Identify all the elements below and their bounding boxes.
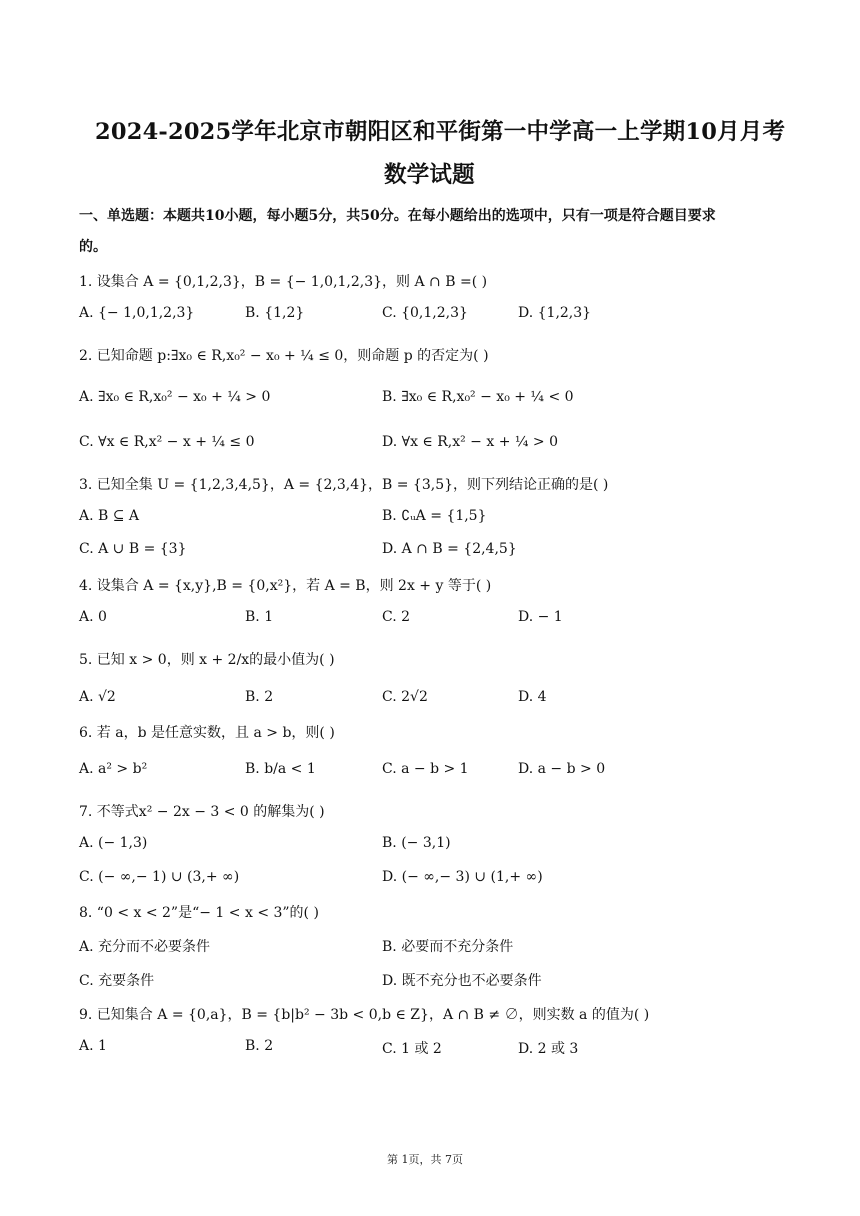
question-3-option-b: B. ∁ᵤA = {1,5} — [382, 508, 487, 524]
question-9-option-c: C. 1 或 2 — [382, 1041, 442, 1057]
question-4-option-d: D. − 1 — [518, 609, 563, 625]
question-6-option-a: A. a² > b² — [79, 761, 148, 777]
question-8-option-d: D. 既不充分也不必要条件 — [382, 973, 542, 989]
question-2-option-a: A. ∃x₀ ∈ R,x₀² − x₀ + ¼ > 0 — [79, 389, 271, 405]
section-heading-cont: 的。 — [79, 239, 107, 255]
question-6-option-d: D. a − b > 0 — [518, 761, 606, 777]
page-title-line1: 2024-2025学年北京市朝阳区和平街第一中学高一上学期10月月考 — [95, 119, 786, 145]
question-5-option-a: A. √2 — [79, 689, 116, 705]
question-2-stem: 2. 已知命题 p:∃x₀ ∈ R,x₀² − x₀ + ¼ ≤ 0，则命题 p 的否定为( ) — [79, 348, 489, 364]
question-5-stem: 5. 已知 x > 0，则 x + 2/x的最小值为( ) — [79, 652, 335, 668]
question-1-option-b: B. {1,2} — [245, 305, 305, 321]
question-3-option-a: A. B ⊆ A — [79, 508, 140, 524]
question-8-option-b: B. 必要而不充分条件 — [382, 939, 514, 955]
section-heading: 一、单选题：本题共10小题，每小题5分，共50分。在每小题给出的选项中，只有一项是符合题目要求 — [79, 208, 716, 224]
question-3-stem: 3. 已知全集 U = {1,2,3,4,5}，A = {2,3,4}，B = {3,5}，则下列结论正确的是( ) — [79, 477, 609, 493]
question-4-option-c: C. 2 — [382, 609, 411, 625]
question-3-option-c: C. A ∪ B = {3} — [79, 541, 187, 557]
question-6-option-c: C. a − b > 1 — [382, 761, 469, 777]
question-6-option-b: B. b/a < 1 — [245, 761, 316, 777]
question-2-option-d: D. ∀x ∈ R,x² − x + ¼ > 0 — [382, 434, 558, 450]
question-4-option-b: B. 1 — [245, 609, 274, 625]
question-3-option-d: D. A ∩ B = {2,4,5} — [382, 541, 517, 557]
question-9-stem: 9. 已知集合 A = {0,a}，B = {b|b² − 3b < 0,b ∈ Z}，A ∩ B ≠ ∅，则实数 a 的值为( ) — [79, 1007, 650, 1023]
question-7-option-d: D. (− ∞,− 3) ∪ (1,+ ∞) — [382, 869, 543, 885]
page-title-line2: 数学试题 — [384, 162, 475, 188]
page-footer: 第 1页，共 7页 — [387, 1153, 463, 1166]
question-7-option-a: A. (− 1,3) — [79, 835, 148, 851]
question-7-stem: 7. 不等式x² − 2x − 3 < 0 的解集为( ) — [79, 804, 325, 820]
question-9-option-a: A. 1 — [79, 1038, 107, 1054]
question-5-option-b: B. 2 — [245, 689, 274, 705]
question-7-option-b: B. (− 3,1) — [382, 835, 451, 851]
question-5-option-d: D. 4 — [518, 689, 547, 705]
question-8-option-c: C. 充要条件 — [79, 973, 155, 989]
question-7-option-c: C. (− ∞,− 1) ∪ (3,+ ∞) — [79, 869, 240, 885]
question-4-option-a: A. 0 — [79, 609, 107, 625]
question-1-stem: 1. 设集合 A = {0,1,2,3}，B = {− 1,0,1,2,3}，则 A ∩ B =( ) — [79, 274, 488, 290]
question-1-option-a: A. {− 1,0,1,2,3} — [79, 305, 195, 321]
question-6-stem: 6. 若 a，b 是任意实数，且 a > b，则( ) — [79, 725, 335, 741]
question-8-option-a: A. 充分而不必要条件 — [79, 939, 211, 955]
question-2-option-c: C. ∀x ∈ R,x² − x + ¼ ≤ 0 — [79, 434, 255, 450]
question-2-option-b: B. ∃x₀ ∈ R,x₀² − x₀ + ¼ < 0 — [382, 389, 574, 405]
question-1-option-c: C. {0,1,2,3} — [382, 305, 468, 321]
question-9-option-b: B. 2 — [245, 1038, 274, 1054]
question-1-option-d: D. {1,2,3} — [518, 305, 592, 321]
question-4-stem: 4. 设集合 A = {x,y},B = {0,x²}，若 A = B，则 2x + y 等于( ) — [79, 578, 492, 594]
question-9-option-d: D. 2 或 3 — [518, 1041, 579, 1057]
question-5-option-c: C. 2√2 — [382, 689, 428, 705]
question-8-stem: 8. “0 < x < 2”是“− 1 < x < 3”的( ) — [79, 905, 319, 921]
